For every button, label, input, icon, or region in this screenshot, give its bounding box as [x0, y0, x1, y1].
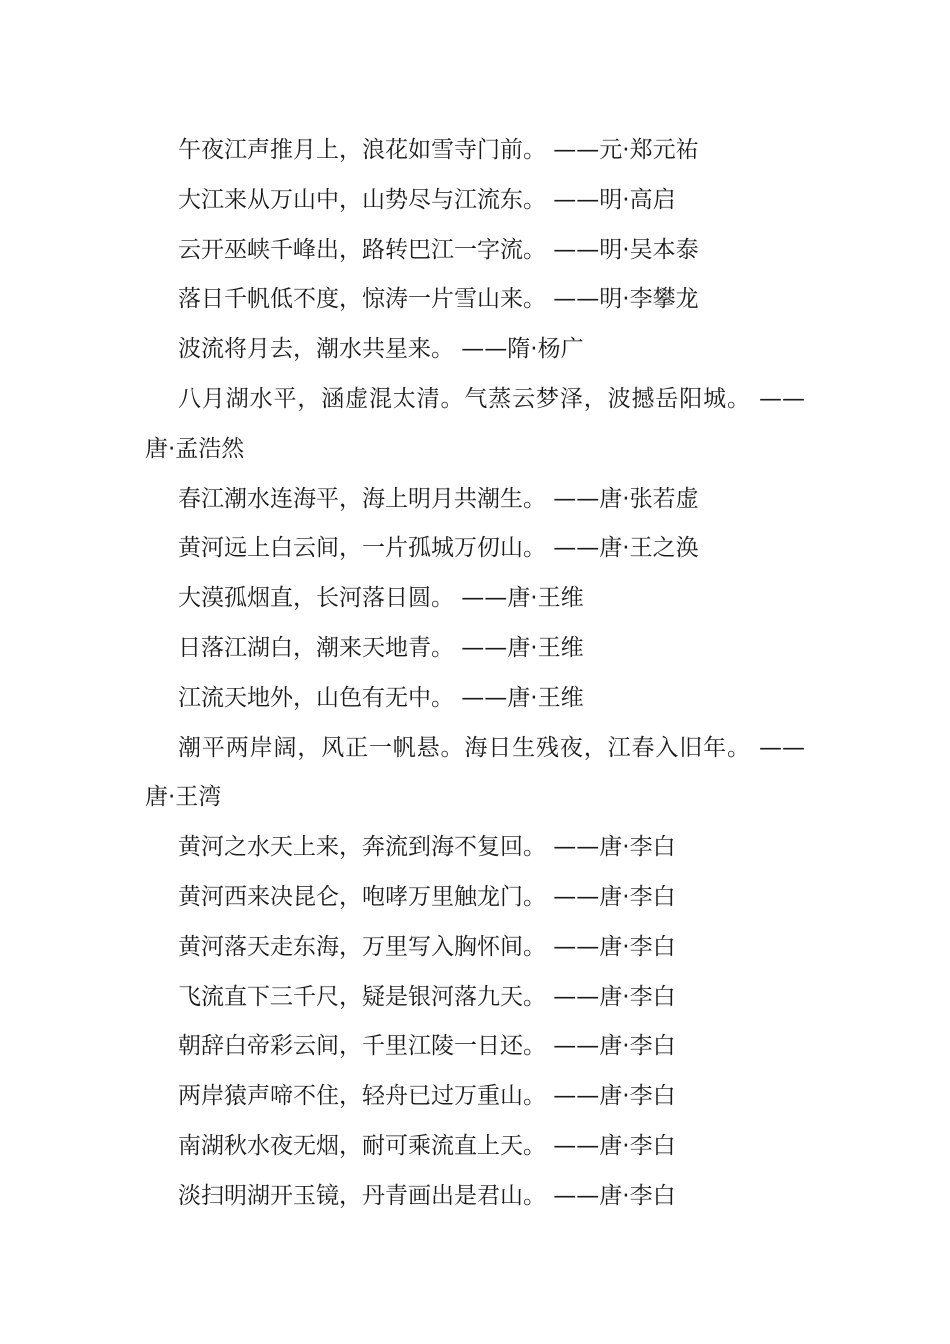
poem-line: 黄河落天走东海，万里写入胸怀间。 ——唐·李白	[178, 933, 676, 960]
poem-line: 黄河西来决昆仑，咆哮万里触龙门。 ——唐·李白	[178, 883, 676, 910]
poem-line-list	[145, 126, 805, 1222]
poem-line: 江流天地外，山色有无中。 ——唐·王维	[178, 684, 584, 711]
poem-line: 大江来从万山中，山势尽与江流东。 ——明·高启	[178, 186, 676, 213]
poem-line: 午夜江声推月上，浪花如雪寺门前。 ——元·郑元祐	[178, 137, 699, 163]
poem-line: 两岸猿声啼不住，轻舟已过万重山。 ——唐·李白	[178, 1083, 676, 1110]
poem-line: 日落江湖白，潮来天地青。 ——唐·王维	[178, 634, 584, 661]
poem-line: 黄河远上白云间，一片孤城万仞山。 ——唐·王之涣	[178, 535, 699, 562]
poem-line: 春江潮水连海平，海上明月共潮生。 ——唐·张若虚	[178, 485, 699, 512]
poem-line: 南湖秋水夜无烟，耐可乘流直上天。 ——唐·李白	[178, 1132, 676, 1159]
poem-line: 黄河之水天上来，奔流到海不复回。 ——唐·李白	[178, 834, 676, 861]
poem-line: 云开巫峡千峰出，路转巴江一字流。 ——明·吴本泰	[178, 236, 699, 263]
poem-line: 朝辞白帝彩云间，千里江陵一日还。 ——唐·李白	[178, 1033, 676, 1060]
poem-line: 波流将月去，潮水共星来。 ——隋·杨广	[178, 336, 584, 363]
poem-line: 落日千帆低不度，惊涛一片雪山来。 ——明·李攀龙	[178, 286, 699, 313]
poem-line: 潮平两岸阔，风正一帆悬。海日生残夜，江春入旧年。 ——唐·王湾	[145, 734, 805, 811]
poem-line: 大漠孤烟直，长河落日圆。 ——唐·王维	[178, 585, 584, 612]
poem-line: 淡扫明湖开玉镜，丹青画出是君山。 ——唐·李白	[178, 1182, 676, 1209]
poem-line: 飞流直下三千尺，疑是银河落九天。 ——唐·李白	[178, 983, 676, 1010]
poem-line: 八月湖水平，涵虚混太清。气蒸云梦泽，波撼岳阳城。 ——唐·孟浩然	[145, 385, 805, 462]
